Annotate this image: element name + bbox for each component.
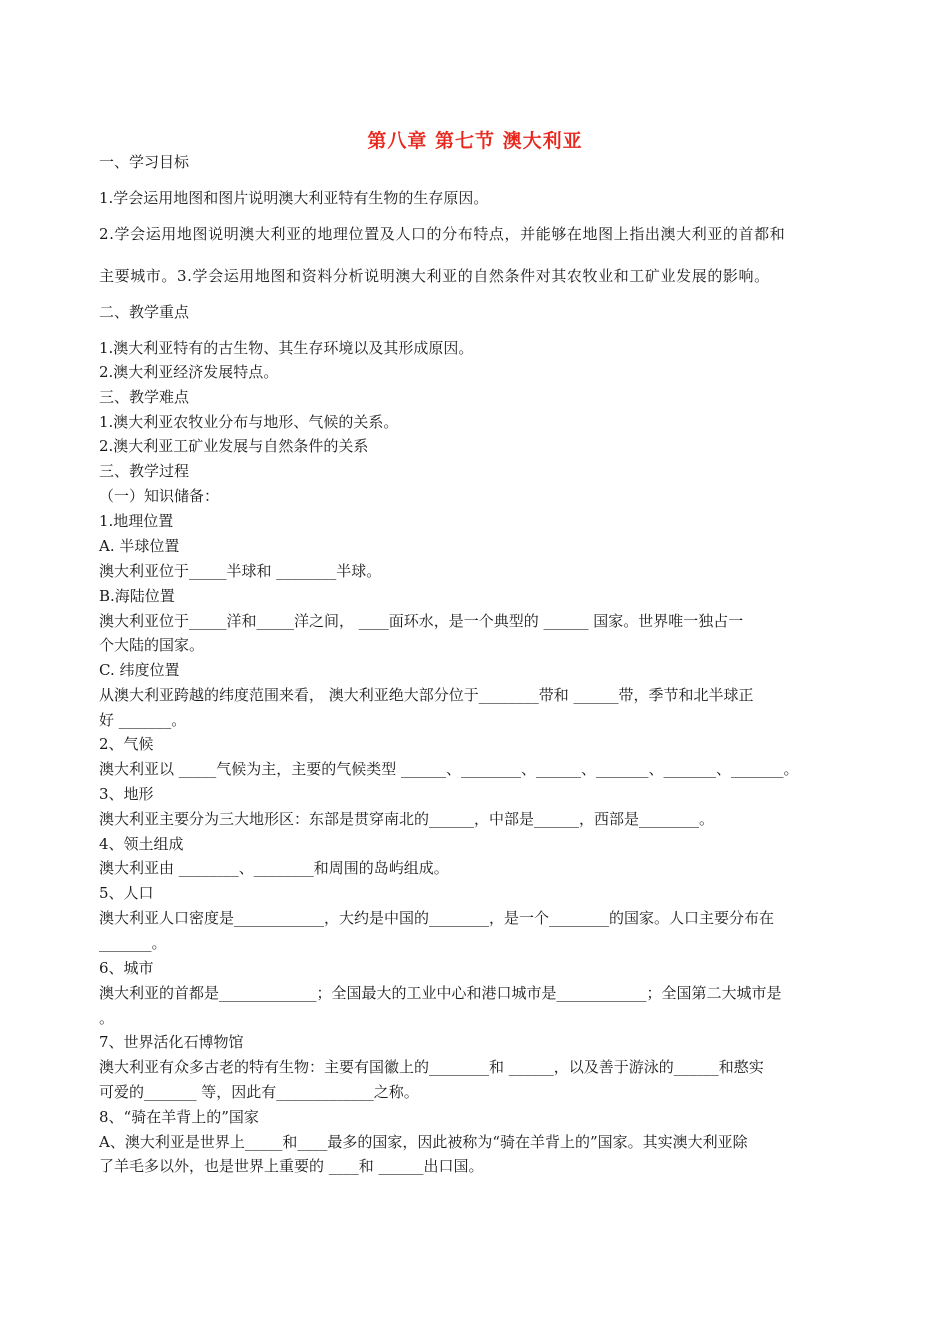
sub-heading: 5、人口 bbox=[99, 884, 154, 902]
fill-in-line: 澳大利亚以 _____气候为主，主要的气候类型 ______、________、______、_______、_______、_______。 bbox=[99, 760, 799, 778]
section-heading: 一、学习目标 bbox=[99, 153, 190, 171]
fill-in-line: 澳大利亚的首都是_____________；全国最大的工业中心和港口城市是____________；全国第二大城市是 bbox=[99, 984, 782, 1002]
fill-in-line: 了羊毛多以外，也是世界上重要的 ____和 ______出口国。 bbox=[99, 1157, 484, 1175]
sub-heading: 8、“骑在羊背上的”国家 bbox=[99, 1108, 259, 1126]
fill-in-line: 澳大利亚位于_____半球和 ________半球。 bbox=[99, 562, 382, 580]
sub-heading: C. 纬度位置 bbox=[99, 661, 180, 679]
text-line: 个大陆的国家。 bbox=[99, 636, 205, 654]
fill-in-line: 从澳大利亚跨越的纬度范围来看， 澳大利亚绝大部分位于________带和 ______带，季节和北半球正 bbox=[99, 686, 754, 704]
page-title: 第八章 第七节 澳大利亚 bbox=[367, 130, 583, 152]
text-line: 2.澳大利亚经济发展特点。 bbox=[99, 363, 279, 381]
text-line: 主要城市。3.学会运用地图和资料分析说明澳大利亚的自然条件对其农牧业和工矿业发展的影响。 bbox=[99, 267, 770, 285]
sub-heading: （一）知识储备： bbox=[99, 487, 220, 505]
sub-heading: A. 半球位置 bbox=[99, 537, 180, 555]
text-line: 1.澳大利亚特有的古生物、其生存环境以及其形成原因。 bbox=[99, 339, 474, 357]
fill-in-line: 澳大利亚位于_____洋和_____洋之间， ____面环水，是一个典型的 ______ 国家。世界唯一独占一 bbox=[99, 612, 744, 630]
sub-heading: 2、气候 bbox=[99, 735, 154, 753]
fill-in-line: 澳大利亚人口密度是____________，大约是中国的________，是一个________的国家。人口主要分布在 bbox=[99, 909, 775, 927]
sub-heading: 6、城市 bbox=[99, 959, 154, 977]
text-line: 。 bbox=[99, 1009, 115, 1027]
text-line: 2.学会运用地图说明澳大利亚的地理位置及人口的分布特点，并能够在地图上指出澳大利亚的首都和 bbox=[99, 225, 786, 243]
section-heading: 三、教学难点 bbox=[99, 388, 190, 406]
sub-heading: 1.地理位置 bbox=[99, 512, 174, 530]
sub-heading: 4、领土组成 bbox=[99, 835, 184, 853]
sub-heading: 7、世界活化石博物馆 bbox=[99, 1033, 244, 1051]
fill-in-line: 好 _______。 bbox=[99, 711, 187, 729]
fill-in-line: A、澳大利亚是世界上_____和____最多的国家，因此被称为“骑在羊背上的”国家。其实澳大利亚除 bbox=[99, 1133, 748, 1151]
text-line: 1.澳大利亚农牧业分布与地形、气候的关系。 bbox=[99, 413, 399, 431]
fill-in-line: 澳大利亚主要分为三大地形区：东部是贯穿南北的______，中部是______，西部是________。 bbox=[99, 810, 715, 828]
section-heading: 三、教学过程 bbox=[99, 462, 190, 480]
section-heading: 二、教学重点 bbox=[99, 303, 190, 321]
text-line: 1.学会运用地图和图片说明澳大利亚特有生物的生存原因。 bbox=[99, 189, 489, 207]
sub-heading: B.海陆位置 bbox=[99, 587, 175, 605]
fill-in-line: 澳大利亚有众多古老的特有生物：主要有国徽上的________和 ______，以及善于游泳的______和憨实 bbox=[99, 1058, 764, 1076]
fill-in-line: _______。 bbox=[99, 934, 167, 952]
fill-in-line: 澳大利亚由 ________、________和周围的岛屿组成。 bbox=[99, 859, 449, 877]
text-line: 2.澳大利亚工矿业发展与自然条件的关系 bbox=[99, 437, 369, 455]
sub-heading: 3、地形 bbox=[99, 785, 154, 803]
fill-in-line: 可爱的_______ 等，因此有_____________之称。 bbox=[99, 1083, 419, 1101]
